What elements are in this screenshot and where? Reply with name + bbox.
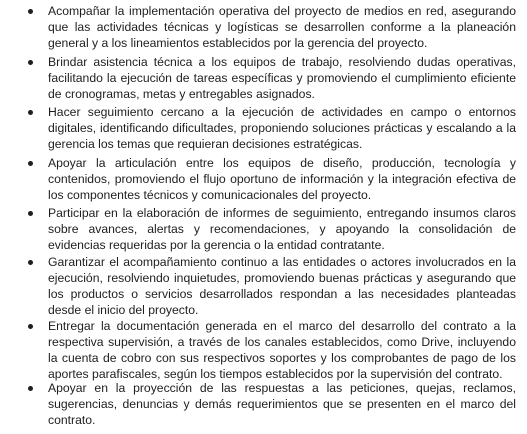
- list-item-text: Garantizar el acompañamiento continuo a las entidades o actores involucrados en la ejecución, resolviendo inquietudes, promoviendo buenas prácticas y asegurando que los productos o servicios desarrollados respondan a las necesidades planteadas desde el inicio del proyecto.: [48, 255, 516, 317]
- list-item-text: Hacer seguimiento cercano a la ejecución de actividades en campo o entornos digitales, identificando dificultades, proponiendo soluciones prácticas y escalando a la gerencia los temas que requieran decisiones estratégicas.: [48, 105, 516, 151]
- bullet-icon: [28, 9, 33, 14]
- bullet-icon: [28, 260, 33, 265]
- bullet-icon: [28, 161, 33, 166]
- list-item-text: Participar en la elaboración de informes de seguimiento, entregando insumos claros sobre avances, alertas y recomendaciones, y apoyando la consolidación de evidencias requeridas por la gerencia o la entidad contratante.: [48, 206, 516, 252]
- list-item-text: Apoyar en la proyección de las respuestas a las peticiones, quejas, reclamos, sugerencias, denuncias y demás requerimientos que se presenten en el marco del contrato.: [48, 381, 516, 427]
- list-item-text: Apoyar la articulación entre los equipos de diseño, producción, tecnología y contenidos, promoviendo el flujo oportuno de información y la integración efectiva de los componentes técnicos y comunicacionales del proyecto.: [48, 156, 516, 202]
- bullet-icon: [28, 211, 33, 216]
- list-item-text: Entregar la documentación generada en el marco del desarrollo del contrato a la respectiva supervisión, a través de los canales establecidos, como Drive, incluyendo la cuenta de cobro con sus respectivos soportes y los comprobantes de pago de los aportes parafiscales, según los tiempos establecidos por la supervisión del contrato.: [48, 319, 516, 381]
- bullet-icon: [28, 324, 33, 329]
- list-item-text: Brindar asistencia técnica a los equipos de trabajo, resolviendo dudas operativas, facilitando la ejecución de tareas específicas y promoviendo el cumplimiento eficiente de cronogramas, metas y entregables asignados.: [48, 55, 516, 101]
- bullet-icon: [28, 60, 33, 65]
- list-item-text: Acompañar la implementación operativa del proyecto de medios en red, asegurando que las actividades técnicas y logísticas se desarrollen conforme a la planeación general y a los lineamientos establecidos por la gerencia del proyecto.: [48, 4, 516, 50]
- bullet-icon: [28, 386, 33, 391]
- bullet-icon: [28, 110, 33, 115]
